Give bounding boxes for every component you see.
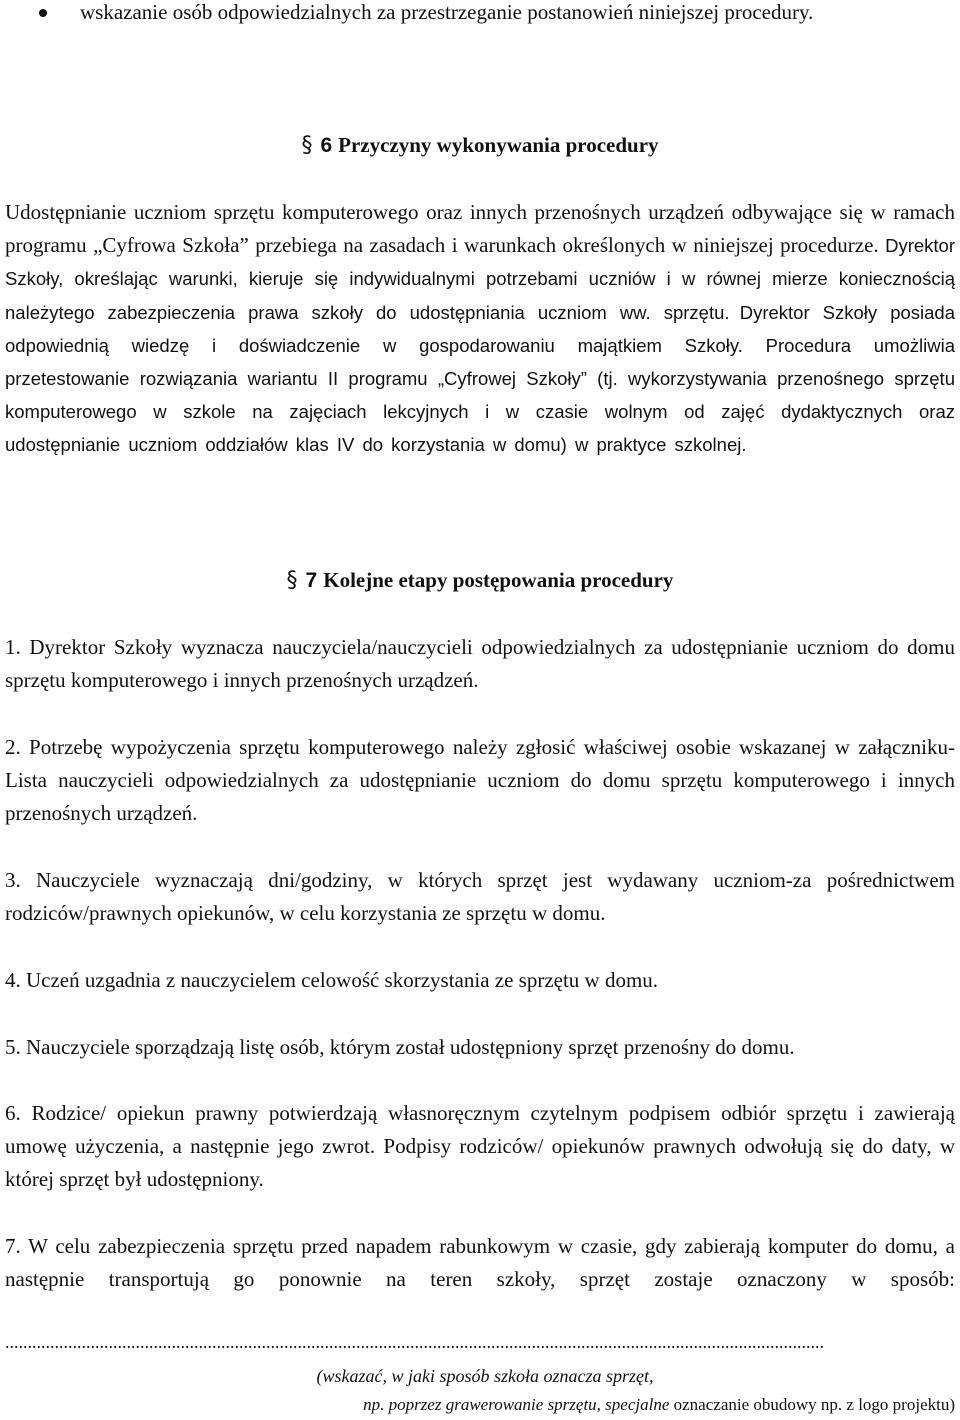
paragraph-part-1: Udostępnianie uczniom sprzętu komputerowego oraz innych przenośnych urządzeń odbywające się w ramach programu „Cyfrowa Szkoła” przebiega na zasadach i warunkach określonych w niniejszej procedurze. (5, 200, 955, 258)
section-7-heading (5, 566, 955, 595)
note-part-b: oznaczanie obudowy np. z logo projektu) (673, 1395, 955, 1414)
section-mark: § (301, 133, 313, 158)
step-7: 7. W celu zabezpieczenia sprzętu przed napadem rabunkowym w czasie, gdy zabierają komputer do domu, a następnie transportują go ponownie na teren szkoły, sprzęt zostaje oznaczony w sposób: (5, 1234, 955, 1292)
note-part-a: np. poprzez grawerowanie sprzętu, specjalne (363, 1395, 670, 1414)
paragraph-part-3: Dyrektor Szkoły posiada odpowiednią wiedzę i doświadczenie w gospodarowaniu majątkiem Szkoły. Procedura umożliwia przetestowanie rozwiązania wariantu II programu „Cyfrowej Szkoły” (tj. wykorzystywania przenośnego sprzętu komputerowego w szkole na zajęciach lekcyjnych i w czasie wolnym od zajęć dydaktycznych oraz udostępnianie uczniom oddziałów klas IV do korzystania w domu) w praktyce szkolnej. (5, 301, 955, 456)
bullet-marker (39, 9, 47, 17)
fill-in-dotted-line: ...................................................................................................................................................................................... (5, 1332, 824, 1352)
section-title: Kolejne etapy postępowania procedury (323, 568, 674, 592)
bullet-text: wskazanie osób odpowiedzialnych za przestrzeganie postanowień niniejszej procedury. (80, 0, 814, 24)
step-3: 3. Nauczyciele wyznaczają dni/godziny, w których sprzęt jest wydawany uczniom-za pośrednictwem rodziców/prawnych opiekunów, w celu korzystania ze sprzętu w domu. (5, 868, 955, 926)
section-mark: § (286, 568, 298, 593)
section-number: 6 (320, 134, 333, 157)
section-6-paragraph (5, 196, 955, 462)
step-2: 2. Potrzebę wypożyczenia sprzętu komputerowego należy zgłosić właściwej osobie wskazanej w załączniku- Lista nauczycieli odpowiedzialnych za udostępnianie uczniom do domu sprzętu komputerowego i innych przenośnych urządzeń. (5, 735, 955, 826)
step-4: 4. Uczeń uzgadnia z nauczycielem celowość skorzystania ze sprzętu w domu. (5, 968, 659, 992)
instruction-note-line-2 (5, 1394, 955, 1416)
instruction-note-line-1: (wskazać, w jaki sposób szkoła oznacza sprzęt, (316, 1366, 654, 1386)
step-1: 1. Dyrektor Szkoły wyznacza nauczyciela/nauczycieli odpowiedzialnych za udostępnianie uczniom do domu sprzętu komputerowego i innych przenośnych urządzeń. (5, 635, 955, 693)
section-title: Przyczyny wykonywania procedury (338, 133, 659, 157)
bullet-list-item (5, 0, 955, 29)
paragraph-part-2: Dyrektor Szkoły, określając warunki, kieruje się indywidualnymi potrzebami uczniów i w równej mierze koniecznością należytego zabezpieczenia prawa szkoły do udostępniania uczniom ww. sprzętu. (5, 235, 955, 323)
section-6-heading (5, 131, 955, 160)
section-number: 7 (305, 569, 318, 592)
step-6: 6. Rodzice/ opiekun prawny potwierdzają własnoręcznym czytelnym podpisem odbiór sprzętu i zawierają umowę użyczenia, a następnie jego zwrot. Podpisy rodziców/ opiekunów prawnych odwołują się do daty, w której sprzęt był udostępniony. (5, 1101, 955, 1192)
step-5: 5. Nauczyciele sporządzają listę osób, którym został udostępniony sprzęt przenośny do domu. (5, 1035, 795, 1059)
